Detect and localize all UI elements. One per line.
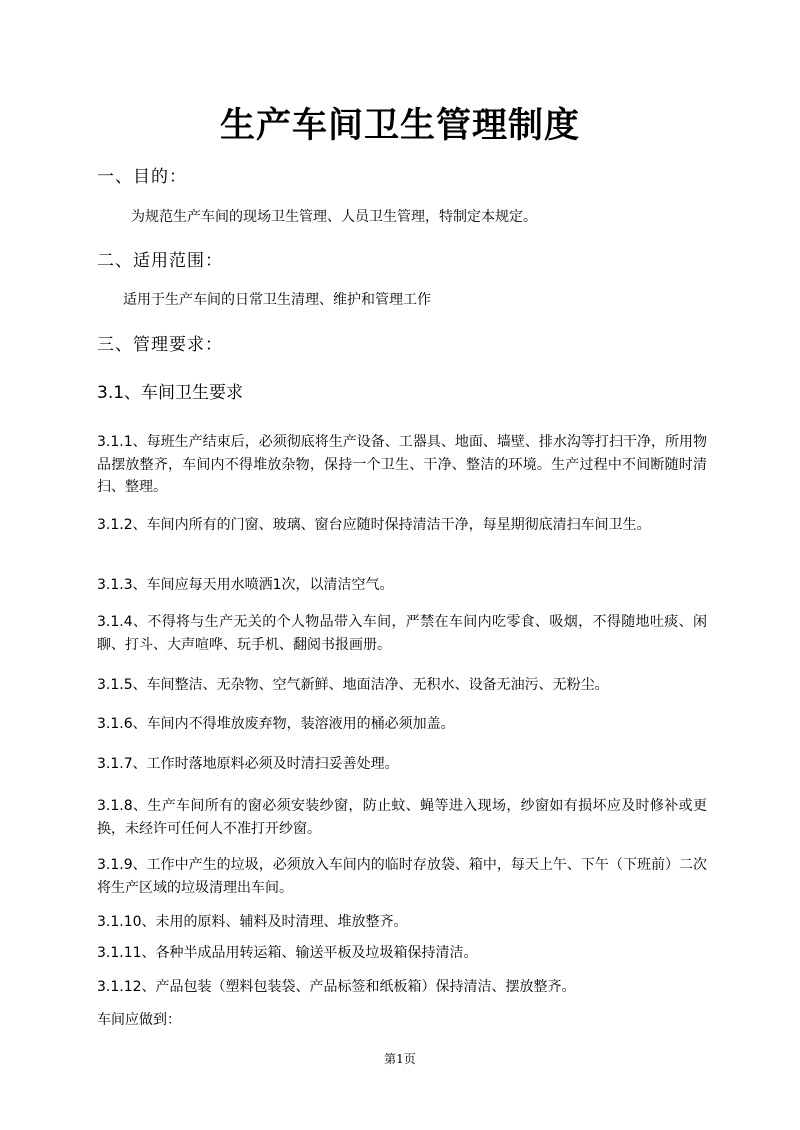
- section-heading-purpose: 一、目的：: [97, 167, 187, 187]
- subsection-heading: 3.1、车间卫生要求: [97, 383, 244, 403]
- rule-item: 3.1.7、工作时落地原料必须及时清扫妥善处理。: [97, 756, 399, 772]
- section-body-purpose: 为规范生产车间的现场卫生管理、人员卫生管理，特制定本规定。: [131, 209, 537, 225]
- section-heading-requirements: 三、管理要求：: [97, 335, 223, 355]
- rule-item: 3.1.1、每班生产结束后，必须彻底将生产设备、工器具、地面、墙壁、排水沟等打扫干净，所用物品摆放整齐，车间内不得堆放杂物，保持一个卫生、干净、整洁的环境。生产过程中不间断随时清扫、整理。: [97, 434, 707, 495]
- rule-item: 3.1.5、车间整洁、无杂物、空气新鲜、地面洁净、无积水、设备无油污、无粉尘。: [97, 677, 609, 693]
- section-body-scope: 适用于生产车间的日常卫生清理、维护和管理工作: [123, 292, 431, 308]
- document-title: 生产车间卫生管理制度: [219, 106, 580, 146]
- rule-item: 3.1.2、车间内所有的门窗、玻璃、窗台应随时保持清洁干净，每星期彻底清扫车间卫生。: [97, 517, 651, 533]
- rule-item: 3.1.10、未用的原料、辅料及时清理、堆放整齐。: [97, 914, 408, 930]
- rule-item: 3.1.9、工作中产生的垃圾，必须放入车间内的临时存放袋、箱中，每天上午、下午（下班前）二次将生产区域的垃圾清理出车间。: [97, 857, 707, 896]
- rule-item: 3.1.8、生产车间所有的窗必须安装纱窗，防止蚊、蝇等进入现场，纱窗如有损坏应及时修补或更换，未经许可任何人不准打开纱窗。: [97, 798, 707, 837]
- rule-item: 3.1.6、车间内不得堆放废弃物，装溶液用的桶必须加盖。: [97, 716, 455, 732]
- rule-item: 3.1.4、不得将与生产无关的个人物品带入车间，严禁在车间内吃零食、吸烟，不得随地吐痰、闲聊、打斗、大声喧哗、玩手机、翻阅书报画册。: [97, 614, 707, 653]
- rule-item: 3.1.3、车间应每天用水喷洒1次，以清洁空气。: [97, 577, 394, 593]
- closing-line: 车间应做到：: [97, 1012, 181, 1028]
- rule-item: 3.1.11、各种半成品用转运箱、输送平板及垃圾箱保持清洁。: [97, 945, 478, 961]
- page-number: 第1页: [384, 1052, 416, 1066]
- rule-item: 3.1.12、产品包装（塑料包装袋、产品标签和纸板箱）保持清洁、摆放整齐。: [97, 979, 576, 995]
- section-heading-scope: 二、适用范围：: [97, 251, 223, 271]
